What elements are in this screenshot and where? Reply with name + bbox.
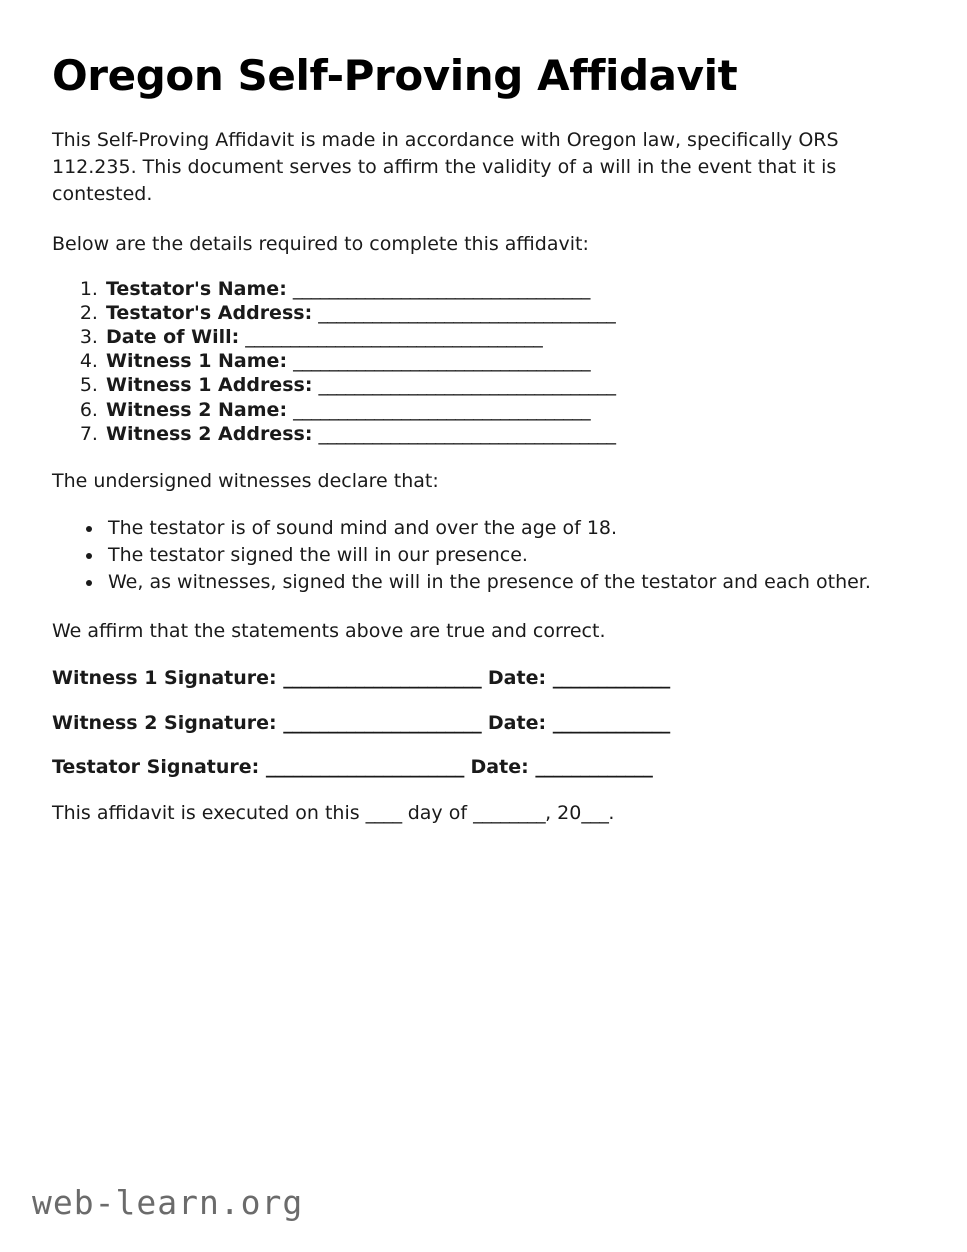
date-blank[interactable]: _____________ xyxy=(552,711,670,734)
list-item xyxy=(104,278,897,301)
details-list xyxy=(52,278,897,446)
witness-1-signature-line xyxy=(52,667,897,690)
detail-label: Date of Will: xyxy=(106,326,240,348)
list-item: • The testator is of sound mind and over the age of 18. xyxy=(104,515,897,541)
witness-2-signature-line xyxy=(52,712,897,735)
detail-blank[interactable]: _________________________________ xyxy=(318,301,616,324)
date-blank[interactable]: _____________ xyxy=(552,666,670,689)
detail-label: Witness 2 Address: xyxy=(106,422,313,445)
detail-label: Witness 2 Name: xyxy=(106,398,288,421)
date-label: Date: xyxy=(487,711,547,734)
execution-middle: day of xyxy=(401,802,474,825)
intro-paragraph: This Self-Proving Affidavit is made in accordance with Oregon law, specifically ORS 112.235. This document serves to affirm the validity of a will in the event that it is contested. xyxy=(52,129,839,206)
execution-year-prefix: , 20 xyxy=(545,802,582,825)
date-label: Date: xyxy=(487,666,547,689)
signature-label: Testator Signature: xyxy=(52,756,260,779)
signature-blank[interactable]: ______________________ xyxy=(265,756,464,779)
list-item xyxy=(104,326,897,349)
execution-year-blank[interactable]: ___ xyxy=(581,802,609,825)
detail-blank[interactable]: _________________________________ xyxy=(293,350,591,373)
detail-label: Witness 1 Address: xyxy=(106,374,313,397)
signature-label: Witness 1 Signature: xyxy=(52,666,277,689)
list-item xyxy=(104,350,897,373)
signature-label: Witness 2 Signature: xyxy=(52,711,277,734)
list-item xyxy=(104,423,897,446)
site-watermark: web-learn.org xyxy=(32,1183,304,1222)
detail-blank[interactable]: _________________________________ xyxy=(293,398,591,421)
details-prompt: Below are the details required to complete this affidavit: xyxy=(52,232,589,255)
page-title: Oregon Self-Proving Affidavit xyxy=(52,51,738,100)
testator-signature-line xyxy=(52,756,897,779)
execution-month-blank[interactable]: ________ xyxy=(473,802,546,825)
execution-line xyxy=(52,801,897,827)
execution-day-blank[interactable]: ____ xyxy=(365,802,402,825)
list-item: • We, as witnesses, signed the will in the presence of the testator and each other. xyxy=(104,569,897,595)
affirmation-text: We affirm that the statements above are true and correct. xyxy=(52,619,606,642)
date-blank[interactable]: _____________ xyxy=(535,756,653,779)
list-item xyxy=(104,374,897,397)
list-item xyxy=(104,302,897,325)
detail-label: Testator's Address: xyxy=(106,301,313,324)
execution-suffix: . xyxy=(608,802,615,825)
detail-blank[interactable]: _________________________________ xyxy=(292,277,590,300)
execution-prefix: This affidavit is executed on this xyxy=(52,802,366,825)
signature-blank[interactable]: ______________________ xyxy=(283,711,482,734)
date-label: Date: xyxy=(470,756,529,779)
list-item: • The testator signed the will in our presence. xyxy=(104,542,897,568)
declaration-list xyxy=(52,515,897,596)
detail-blank[interactable]: _________________________________ xyxy=(318,422,616,445)
list-item xyxy=(104,399,897,422)
signature-blank[interactable]: ______________________ xyxy=(283,666,482,689)
detail-label: Witness 1 Name: xyxy=(106,350,288,373)
detail-label: Testator's Name: xyxy=(106,277,287,300)
declaration-prompt: The undersigned witnesses declare that: xyxy=(52,469,439,492)
detail-blank[interactable]: _________________________________ xyxy=(245,326,543,348)
detail-blank[interactable]: _________________________________ xyxy=(318,374,616,397)
